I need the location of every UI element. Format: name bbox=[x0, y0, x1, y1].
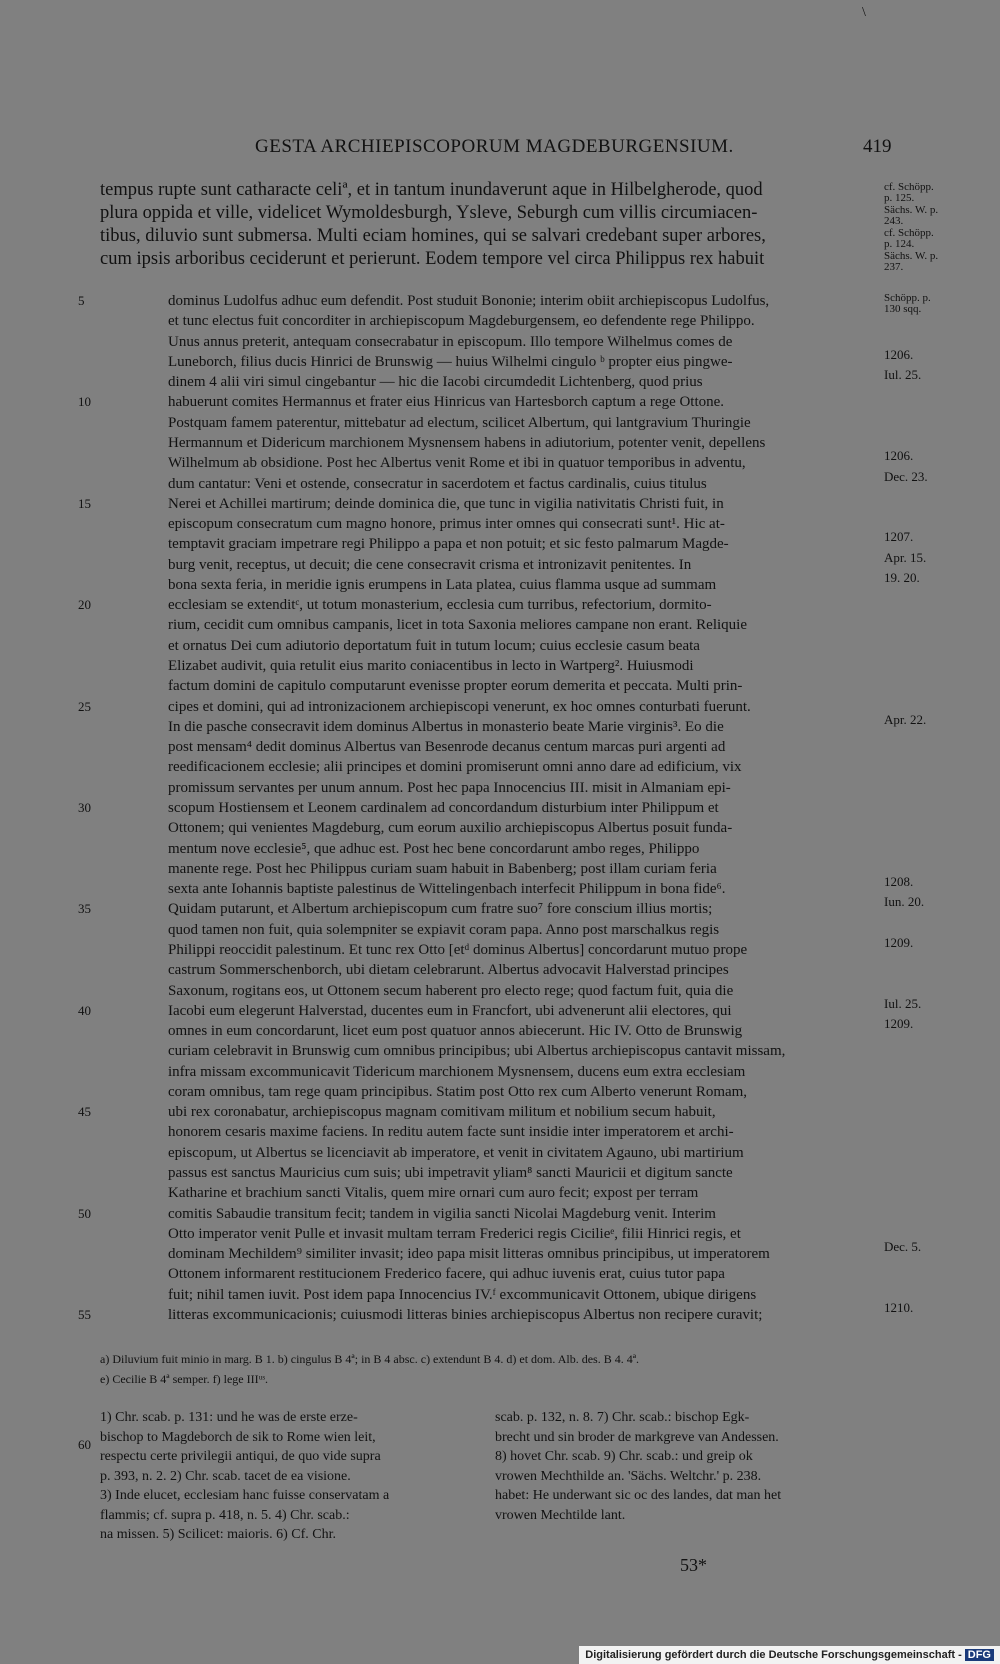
text-line: mentum nove ecclesie⁵, que adhuc est. Post hec bene concordarunt ambo reges, Philippo bbox=[168, 840, 700, 857]
line-number: 45 bbox=[78, 1104, 91, 1120]
footnote-line: vrowen Mechtilde lant. bbox=[495, 1507, 626, 1523]
footnote-line: bischop to Magdeborch de sik to Rome wien leit, bbox=[100, 1429, 376, 1445]
text-line: Otto imperator venit Pulle et invasit multam terram Frederici regis Cicilieᵉ, filii Hinrici regis, et bbox=[168, 1225, 741, 1242]
text-line: rium, cecidit cum omnibus campanis, licet in tota Saxonia meliores campane non erant. Reliquie bbox=[168, 617, 748, 634]
margin-note: Sächs. W. p. 237. bbox=[884, 250, 939, 273]
margin-note: Iul. 25. bbox=[884, 995, 922, 1011]
text-line: Iacobi eum elegerunt Halverstad, ducentes eum in Francfort, ubi advenerunt alii electores, qui bbox=[168, 1002, 732, 1019]
margin-note: 1206. bbox=[884, 448, 914, 464]
margin-note: Sächs. W. p. 243. bbox=[884, 204, 939, 227]
text-line: Saxonum, rogitans eos, ut Ottonem secum haberent pro electo rege; quod factum fuit, quia die bbox=[168, 982, 734, 999]
line-number: 25 bbox=[78, 698, 91, 714]
running-header: GESTA ARCHIEPISCOPORUM MAGDEBURGENSIUM. bbox=[255, 136, 734, 157]
text-line: curiam celebravit in Brunswig cum omnibus principibus; ubi Albertus archiepiscopus cantavit missam, bbox=[168, 1043, 786, 1060]
dfg-logo: DFG bbox=[965, 1649, 994, 1661]
text-line: Hermannum et Didericum marchionem Mysnensem habens in adiutorium, potenter venit, depellens bbox=[168, 434, 766, 451]
text-line: Nerei et Achillei martirum; deinde dominica die, que tunc in vigilia nativitatis Christi fuit, in bbox=[168, 495, 724, 512]
text-line: Unus annus preterit, antequam consecrabatur in episcopum. Illo tempore Wilhelmus comes de bbox=[168, 333, 733, 350]
text-line: coram omnibus, tam rege quam principibus. Statim post Otto rex cum Alberto venerunt Romam, bbox=[168, 1083, 748, 1100]
text-line: et ornatus Dei cum adiutorio deportatum fuit in tutum locum; cuius ecclesie casum beata bbox=[168, 637, 700, 654]
text-line: Ottonem; qui venientes Magdeburg, cum eorum auxilio archiepiscopus Albertus posuit funda- bbox=[168, 820, 733, 837]
text-line: infra missam excommunicavit Tidericum marchionem Mysnensem, ducens eum extra ecclesiam bbox=[168, 1063, 746, 1080]
text-line: In die pasche consecravit idem dominus Albertus in monasterio beate Marie virginis³. Eo die bbox=[168, 718, 724, 735]
margin-note: 1207. bbox=[884, 529, 914, 545]
footnote-line: 1) Chr. scab. p. 131: und he was de erste erze- bbox=[100, 1410, 358, 1425]
text-line: ubi rex coronabatur, archiepiscopus magnam comitivam militum et nobilium secum habuit, bbox=[168, 1104, 716, 1121]
footnote-line: habet: He underwant sic oc des landes, dat man het bbox=[495, 1488, 782, 1503]
line-number: 30 bbox=[78, 800, 91, 815]
footnote-line: 3) Inde elucet, ecclesiam hanc fuisse conservatam a bbox=[100, 1488, 390, 1503]
line-number: 55 bbox=[78, 1307, 91, 1322]
text-line: dominam Mechildem⁹ similiter invasit; ideo papa misit litteras omnibus principibus, ut imperatorem bbox=[168, 1246, 770, 1263]
margin-note: Schöpp. p. 130 sqq. bbox=[884, 292, 931, 315]
footnote-line: vrowen Mechthilde an. 'Sächs. Weltchr.' p. 238. bbox=[495, 1468, 762, 1484]
margin-note: Apr. 15. bbox=[884, 549, 927, 565]
text-line: omnes in eum concordarunt, licet eum post quatuor annos abiecerunt. Hic IV. Otto de Brunswig bbox=[168, 1023, 743, 1040]
text-line: castrum Sommerschenborch, ubi dietam celebrarunt. Albertus advocavit Halverstad principes bbox=[168, 962, 729, 979]
line-number: 60 bbox=[78, 1437, 91, 1452]
footnote-line: na missen. 5) Scilicet: maioris. 6) Cf. Chr. bbox=[100, 1527, 337, 1542]
footnote-line: flammis; cf. supra p. 418, n. 5. 4) Chr. scab.: bbox=[100, 1507, 350, 1523]
margin-note: 1210. bbox=[884, 1300, 914, 1315]
text-line: et tunc electus fuit concorditer in archiepiscopum Magdeburgensem, eo defendente rege Philippo. bbox=[168, 313, 755, 330]
line-number: 20 bbox=[78, 597, 91, 613]
text-line: litteras excommunicacionis; cuiusmodi litteras binies archiepiscopus Albertus non recipere curavit; bbox=[168, 1307, 763, 1323]
margin-note: 1209. bbox=[884, 934, 914, 950]
text-line: honorem cesaris maxime faciens. In reditu autem facte sunt insidie inter imperatorem et archi- bbox=[168, 1124, 734, 1141]
line-number: 15 bbox=[78, 495, 91, 511]
text-line: habuerunt comites Hermannus et frater eius Hinricus van Hartesborch captum a rege Ottone. bbox=[168, 394, 725, 411]
text-line: cipes et domini, qui ad intronizacionem archiepiscopi venerunt, ex hoc omnes conturbati fuerunt. bbox=[168, 698, 751, 715]
margin-note: cf. Schöpp. p. 125. bbox=[884, 181, 934, 204]
margin-note: Dec. 23. bbox=[884, 468, 928, 484]
margin-note: Iul. 25. bbox=[884, 367, 922, 383]
line-number: 35 bbox=[78, 901, 91, 917]
line-number: 40 bbox=[78, 1002, 91, 1018]
folio: 53* bbox=[680, 1555, 707, 1575]
apparatus-line: a) Diluvium fuit minio in marg. B 1. b) cingulus B 4ª; in B 4 absc. c) extendunt B 4. d) et dom. Alb. des. B 4. 4ª. bbox=[100, 1352, 640, 1366]
line-number: 5 bbox=[78, 293, 85, 308]
text-line: scopum Hostiensem et Leonem cardinalem ad concordandum disturbium inter Philippum et bbox=[168, 800, 719, 816]
dfg-credit bbox=[579, 1646, 1000, 1664]
text-line: reedificacionem ecclesie; alii principes et domini promiserunt omni anno dare ad edificium, vix bbox=[168, 759, 742, 776]
text-line: Postquam famem paterentur, mittebatur ad electum, scilicet Albertum, qui lantgravium Thuringie bbox=[168, 414, 751, 431]
apparatus-line: e) Cecilie B 4ª semper. f) lege IIIᵘˢ. bbox=[100, 1372, 269, 1386]
text-line: fuit; nihil tamen iuvit. Post idem papa Innocencius IV.ᶠ excommunicavit Ottonem, ubique dirigens bbox=[168, 1286, 757, 1303]
text-line: dominus Ludolfus adhuc eum defendit. Post studuit Bononie; interim obiit archiepiscopus Ludolfus, bbox=[168, 293, 770, 309]
text-line: promissum servantes per unum annum. Post hec papa Innocencius III. misit in Almaniam epi- bbox=[168, 779, 731, 796]
line-number: 50 bbox=[78, 1205, 91, 1221]
text-line: Quidam putarunt, et Albertum archiepiscopum cum fratre suo⁷ fore conscium illius mortis; bbox=[168, 901, 713, 918]
line-number: 10 bbox=[78, 394, 91, 410]
margin-note: 1206. bbox=[884, 346, 914, 362]
text-line: temptavit graciam impetrare regi Philippo a papa et non potuit; et sic festo palmarum Magde- bbox=[168, 536, 729, 553]
large-text-line: tempus rupte sunt catharacte celiª, et in tantum inundaverunt aque in Hilbelgherode, quod bbox=[100, 180, 763, 200]
text-line: dum cantatur: Veni et ostende, consecratur in sacerdotem et factus cardinalis, cuius titulus bbox=[168, 475, 707, 492]
footnote-line: respectu certe privilegii antiqui, de quo vide supra bbox=[100, 1449, 381, 1464]
text-line: burg venit, receptus, ut decuit; die cene consecravit crisma et intronizavit penitentes. In bbox=[168, 556, 692, 573]
text-line: quod tamen non fuit, quia solempniter se expiavit coram papa. Anno post marschalkus regis bbox=[168, 921, 720, 938]
margin-note: Apr. 22. bbox=[884, 711, 927, 727]
text-line: post mensam⁴ dedit dominus Albertus van Besenrode decanus centum marcas puri argenti ad bbox=[168, 739, 726, 756]
footnote-line: scab. p. 132, n. 8. 7) Chr. scab.: bischop Egk- bbox=[495, 1410, 750, 1425]
text-line: dinem 4 alii viri simul cingebantur — hic die Iacobi circumdedit Lichtenberg, quod prius bbox=[168, 374, 703, 391]
text-line: sexta ante Iohannis baptiste palestinus de Wittelingenbach interfecit Philippum in bona fide⁶. bbox=[168, 881, 726, 898]
text-line: Philippi reoccidit palestinum. Et tunc rex Otto [etᵈ dominus Albertus] concordarunt mutuo prope bbox=[168, 941, 748, 958]
text-line: Ottonem informarent restitucionem Frederico facere, qui adhuc iuvenis erat, cuius tutor papa bbox=[168, 1266, 725, 1283]
text-line: bona sexta feria, in meridie ignis erumpens in Lata platea, cuius flamma usque ad summam bbox=[168, 576, 717, 593]
text-line: manente rege. Post hec Philippus curiam suam habuit in Babenberg; post illam curiam feria bbox=[168, 860, 717, 877]
corner-mark: \ bbox=[862, 5, 866, 20]
text-line: Elizabet audivit, quia retulit eius marito coniacentibus in lecto in Wartperg². Huiusmodi bbox=[168, 658, 694, 675]
text-line: episcopum, ut Albertus se licenciavit ab imperatore, et venit in civitatem Agauno, ubi martirium bbox=[168, 1144, 744, 1161]
text-line: factum domini de capitulo computarunt evenisse propter eorum demerita et peccata. Multi prin- bbox=[168, 678, 743, 695]
page-number: 419 bbox=[863, 136, 892, 157]
large-text-line: tibus, diluvio sunt submersa. Multi eciam homines, qui se salvari credebant super arbores, bbox=[100, 226, 766, 246]
footnote-line: brecht und sin broder de markgreve van Andessen. bbox=[495, 1429, 779, 1445]
footnote-line: 8) hovet Chr. scab. 9) Chr. scab.: und greip ok bbox=[495, 1449, 753, 1464]
text-line: ecclesiam se extenditᶜ, ut totum monasterium, ecclesia cum turribus, refectorium, dormito- bbox=[168, 597, 712, 614]
margin-note: Dec. 5. bbox=[884, 1239, 922, 1255]
margin-note: 1209. bbox=[884, 1016, 914, 1032]
margin-note: Iun. 20. bbox=[884, 894, 925, 910]
text-line: comitis Sabaudie transitum fecit; tandem in vigilia sancti Nicolai Magdeburg venit. Interim bbox=[168, 1205, 716, 1222]
text-line: passus est sanctus Mauricius cum suis; ubi impetravit yliam⁸ sancti Mauricii et digitum sancte bbox=[168, 1165, 733, 1182]
text-line: episcopum consecratum cum magno honore, primus inter omnes qui consecrati sunt¹. Hic at- bbox=[168, 516, 725, 533]
text-line: Luneborch, filius ducis Hinrici de Brunswig — huius Wilhelmi cingulo ᵇ propter eius pingwe- bbox=[168, 353, 733, 370]
margin-note: cf. Schöpp. p. 124. bbox=[884, 227, 934, 250]
large-text-line: cum ipsis arboribus ceciderunt et perierunt. Eodem tempore vel circa Philippus rex habuit bbox=[100, 249, 765, 269]
credit-text: Digitalisierung gefördert durch die Deutsche Forschungsgemeinschaft - bbox=[585, 1649, 962, 1661]
text-line: Wilhelmum ab obsidione. Post hec Albertus venit Rome et ibi in quatuor temporibus in adventu, bbox=[168, 455, 746, 472]
large-text-line: plura oppida et ville, videlicet Wymoldesburgh, Ysleve, Seburgh cum villis circumiacen- bbox=[100, 203, 758, 223]
margin-note: 1208. bbox=[884, 874, 914, 890]
margin-note: 19. 20. bbox=[884, 569, 920, 585]
footnote-line: p. 393, n. 2. 2) Chr. scab. tacet de ea visione. bbox=[100, 1468, 351, 1484]
text-line: Katharine et brachium sancti Vitalis, quem mire ornari cum auro fecit; expost per terram bbox=[168, 1185, 699, 1202]
